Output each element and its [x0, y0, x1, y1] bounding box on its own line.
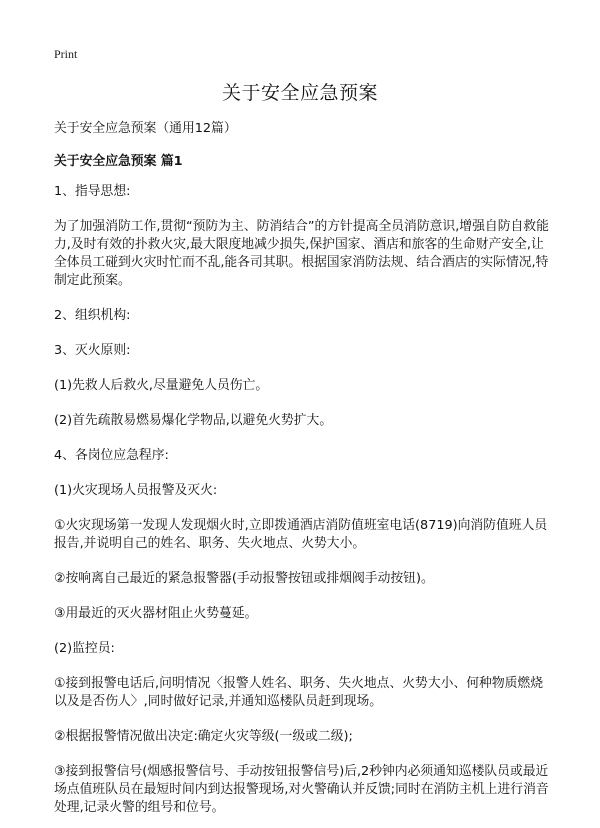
- paragraph-monitor-step-3: ③接到报警信号(烟感报警信号、手动按钮报警信号)后,2秒钟内必须通知巡楼队员或最近场点值班队员在最短时间内到达报警现场,对火警确认并反馈;同时在消防主机上进行消音处理,记录火警的组号和位号。: [54, 764, 549, 815]
- paragraph-organization-heading: 2、组织机构:: [54, 308, 131, 323]
- paragraph-guiding-idea: 为了加强消防工作,贯彻“预防为主、防消结合”的方针提高全员消防意识,增强自防自救能力,及时有效的扑救火灾,最大限度地减少损失,保护国家、酒店和旅客的生命财产安全,让全体员工碰到火灾时忙而不乱,能各司其职。根据国家消防法规、结合酒店的实际情况,特制定此预案。: [54, 219, 549, 288]
- paragraph-guiding-idea-heading: 1、指导思想:: [54, 184, 131, 199]
- paragraph-monitor-step-1: ①接到报警电话后,问明情况〈报警人姓名、职务、失火地点、火势大小、何种物质燃烧以及是否伤人〉,同时做好记录,并通知巡楼队员赶到现场。: [54, 676, 544, 709]
- paragraph-principle-2: (2)首先疏散易燃易爆化学物品,以避免火势扩大。: [54, 413, 333, 428]
- paragraph-procedure-1-step-1: ①火灾现场第一发现人发现烟火时,立即拨通酒店消防值班室电话(8719)向消防值班人员报告,并说明自己的姓名、职务、失火地点、火势大小。: [54, 518, 548, 551]
- paragraph-procedure-1-step-2: ②按响离自己最近的紧急报警器(手动报警按钮或排烟阀手动按钮)。: [54, 571, 434, 586]
- document-subtitle: 关于安全应急预案（通用12篇）: [54, 121, 237, 136]
- document-body: [54, 120, 554, 817]
- document-title: 关于安全应急预案: [221, 82, 378, 104]
- section-heading: 关于安全应急预案 篇1: [54, 154, 183, 169]
- print-link[interactable]: Print: [54, 47, 78, 61]
- paragraph-procedure-1-step-3: ③用最近的灭火器材阻止火势蔓延。: [54, 606, 258, 621]
- paragraph-monitor-heading: (2)监控员:: [54, 641, 115, 656]
- paragraph-procedures-heading: 4、各岗位应急程序:: [54, 448, 169, 463]
- paragraph-procedure-1-heading: (1)火灾现场人员报警及灭火:: [54, 483, 218, 498]
- paragraph-principles-heading: 3、灭火原则:: [54, 343, 131, 358]
- paragraph-principle-1: (1)先救人后救火,尽量避免人员伤亡。: [54, 378, 269, 393]
- paragraph-monitor-step-2: ②根据报警情况做出决定:确定火灾等级(一级或二级);: [54, 729, 353, 744]
